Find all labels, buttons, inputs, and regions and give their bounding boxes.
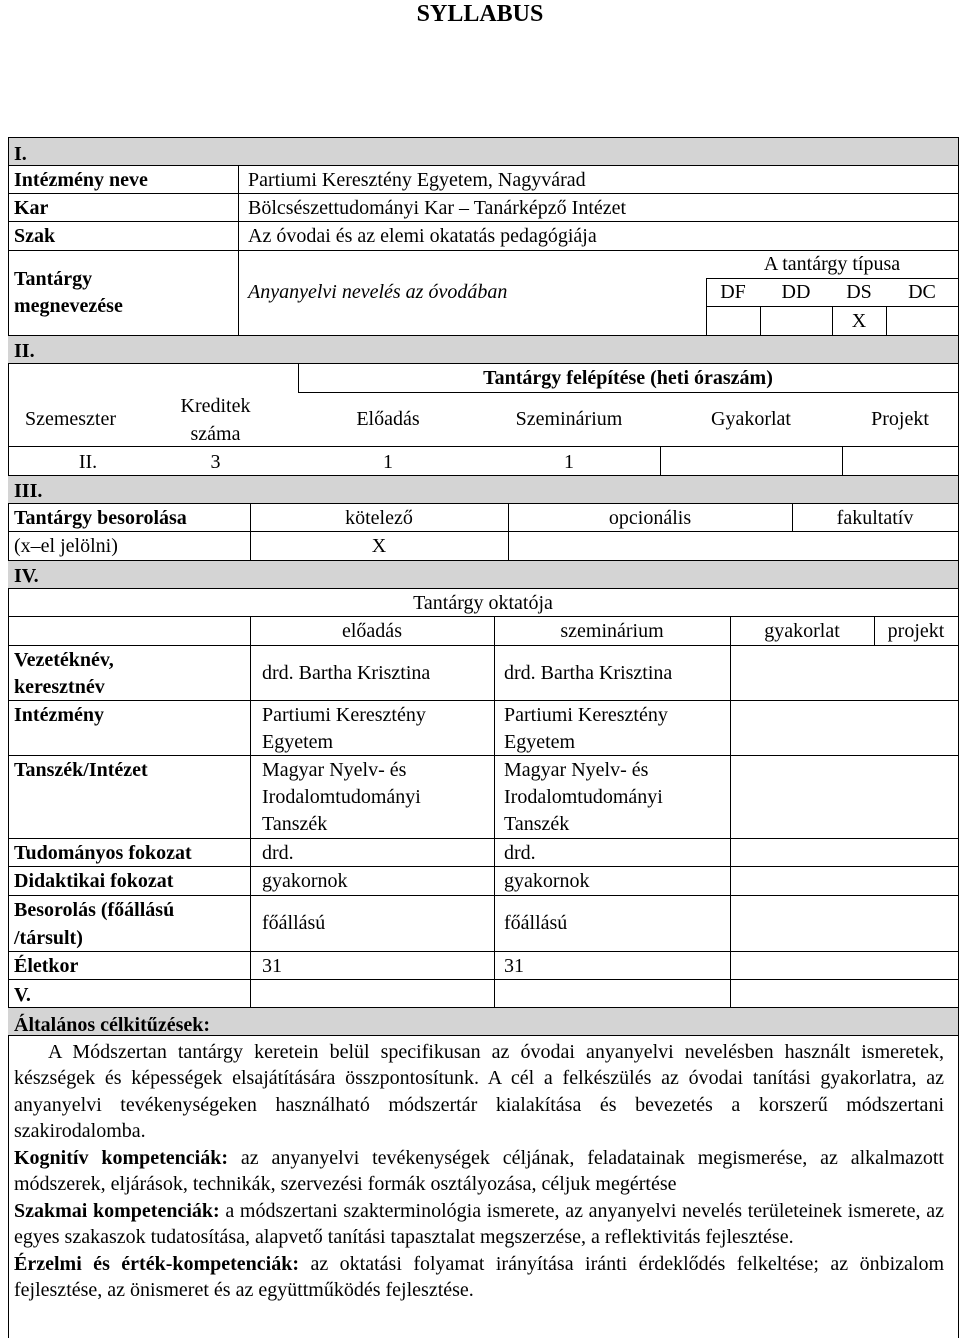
section-3-roman: III. [14, 480, 43, 502]
table-line [8, 616, 958, 617]
program-label: Szak [14, 225, 56, 247]
lecturer-name: drd. Bartha Krisztina [262, 662, 431, 684]
program-value: Az óvodai és az elemi okatatás pedagógiája [248, 225, 597, 247]
table-line [8, 137, 958, 138]
course-type-header: A tantárgy típusa [763, 253, 901, 275]
cognitive-label: Kognitív kompetenciák: [14, 1146, 228, 1169]
employment-label-line1: Besorolás (főállású [14, 899, 175, 921]
lecturer-department-line2: Irodalomtudományi [262, 786, 421, 808]
section-3-header-bar [8, 476, 958, 503]
emotional-text: az oktatási folyamat irányítása iránti érdeklődés felkeltése; az önbizalom fejlesztése, az önismeret és az együttműködés fejlesztése. [14, 1252, 945, 1301]
seminar-department-line3: Tanszék [504, 813, 570, 835]
professional-label: Szakmai kompetenciák: [14, 1199, 220, 1222]
option-facultative: fakultatív [836, 507, 914, 529]
lecturer-age: 31 [262, 955, 282, 977]
emotional-label: Érzelmi és érték-kompetenciák: [14, 1252, 300, 1275]
emotional-competences [14, 1251, 944, 1304]
seminar-department-line1: Magyar Nyelv- és [504, 759, 649, 781]
table-line [8, 755, 958, 756]
table-line [842, 446, 843, 475]
table-line [298, 363, 299, 392]
table-line [8, 866, 958, 867]
section-4-roman: IV. [14, 565, 39, 587]
lecturer-institution-line1: Partiumi Keresztény [262, 704, 426, 726]
section-4-header-bar [8, 561, 958, 588]
option-optional: opcionális [608, 507, 692, 529]
col-lecture: Előadás [356, 408, 420, 430]
didactic-row-label: Didaktikai fokozat [14, 870, 174, 892]
table-line [874, 616, 875, 645]
course-name-label-line1: Tantárgy [14, 268, 93, 290]
table-line [8, 446, 958, 447]
table-line [8, 645, 958, 646]
table-line [886, 306, 887, 335]
lecturer-didactic: gyakornok [262, 870, 348, 892]
course-type-ds: DS [846, 281, 872, 303]
course-name-label-line2: megnevezése [14, 295, 123, 317]
seminar-hours: 1 [564, 451, 574, 473]
institution-row-label: Intézmény [14, 704, 104, 726]
semester-value: II. [78, 451, 98, 473]
table-line [8, 588, 958, 589]
instructor-col-practice: gyakorlat [764, 620, 840, 642]
credits-value: 3 [210, 451, 221, 473]
name-label-line2: keresztnév [14, 676, 105, 698]
lecture-hours: 1 [383, 451, 393, 473]
faculty-value: Bölcsészettudományi Kar – Tanárképző Intézet [248, 197, 627, 219]
table-line [8, 895, 958, 896]
page-title: SYLLABUS [416, 1, 544, 27]
table-line [8, 137, 9, 1338]
table-line [8, 363, 958, 364]
section-2-header-bar [8, 336, 958, 363]
table-line [508, 503, 509, 560]
table-line [832, 306, 833, 335]
degree-row-label: Tudományos fokozat [14, 842, 192, 864]
table-line [706, 278, 707, 335]
col-practice: Gyakorlat [711, 408, 791, 430]
classification-label: Tantárgy besorolása [14, 507, 187, 529]
table-line [760, 306, 761, 335]
employment-label-line2: /társult) [14, 927, 83, 949]
lecturer-employment: főállású [262, 912, 326, 934]
table-line [8, 193, 958, 194]
faculty-label: Kar [14, 197, 49, 219]
semester-label: Szemeszter [24, 408, 117, 430]
seminar-didactic: gyakornok [504, 870, 590, 892]
section-2-roman: II. [14, 340, 35, 362]
department-row-label: Tanszék/Intézet [14, 759, 148, 781]
table-line [494, 616, 495, 1007]
seminar-instructor-name: drd. Bartha Krisztina [504, 662, 673, 684]
general-goals-label: Általános célkitűzések: [14, 1014, 211, 1036]
credits-label-line1: Kreditek [180, 395, 251, 417]
section-5-roman: V. [14, 984, 31, 1006]
seminar-department-line2: Irodalomtudományi [504, 786, 663, 808]
table-line [8, 838, 958, 839]
institution-value: Partiumi Keresztény Egyetem, Nagyvárad [248, 169, 586, 191]
cognitive-text: az anyanyelvi tevékenységek céljának, feladatainak megismerése, az alkalmazott módszerek, eljárások, technikák, szervezési formák osztályozása, céljuk megértése [14, 1146, 944, 1195]
table-line [792, 503, 793, 532]
institution-label: Intézmény neve [14, 169, 148, 191]
table-line [250, 616, 251, 1007]
table-line [958, 137, 959, 1338]
classification-mark: X [371, 535, 387, 557]
objectives-block [14, 1012, 944, 1304]
option-mandatory: kötelező [345, 507, 413, 529]
table-line [238, 165, 239, 335]
table-line [730, 616, 731, 1007]
seminar-employment: főállású [504, 912, 568, 934]
lecturer-degree: drd. [262, 842, 294, 864]
table-line [298, 392, 958, 393]
table-line [8, 951, 958, 952]
instructor-col-seminar: szeminárium [560, 620, 664, 642]
lecturer-department-line3: Tanszék [262, 813, 328, 835]
general-goals-text: A Módszertan tantárgy keretein belül specifikusan az óvodai anyanyelvi nevelésben használt ismeretek, készségek és képességek elsajátítására összpontosítunk. A cél a felkészülés az óvodai tanítási gyakorlatra, az anyanyelvi tevékenységeken használható módszertár kialakítása és bevezetés a korszerű módszertani szakirodalomba. [14, 1040, 944, 1142]
seminar-institution-line1: Partiumi Keresztény [504, 704, 668, 726]
instructor-header: Tantárgy oktatója [413, 592, 553, 614]
col-project: Projekt [871, 408, 929, 430]
col-seminar: Szeminárium [515, 408, 623, 430]
table-line [8, 700, 958, 701]
classification-sublabel: (x–el jelölni) [14, 535, 118, 557]
course-name-value: Anyanyelvi nevelés az óvodában [248, 281, 508, 303]
instructor-col-lecture: előadás [342, 620, 402, 642]
instructor-col-project: projekt [887, 620, 945, 642]
table-line [8, 250, 958, 251]
name-label-line1: Vezetéknév, [14, 649, 114, 671]
structure-header: Tantárgy felépítése (heti óraszám) [483, 367, 773, 389]
lecturer-institution-line2: Egyetem [262, 731, 334, 753]
professional-text: a módszertani szakterminológia ismerete, az anyanyelvi nevelés területeinek ismerete, az egyes szakaszok tudatosítása, alapvető tanítási tapasztalat megszerzése, a reflektivitás fejlesztése. [14, 1199, 944, 1248]
credits-label-line2: száma [190, 423, 241, 445]
table-line [660, 446, 661, 475]
course-type-mark: X [851, 310, 867, 332]
table-line [250, 503, 251, 560]
age-row-label: Életkor [14, 955, 79, 977]
seminar-institution-line2: Egyetem [504, 731, 576, 753]
lecturer-department-line1: Magyar Nyelv- és [262, 759, 407, 781]
seminar-degree: drd. [504, 842, 536, 864]
course-type-dd: DD [781, 281, 811, 303]
section-1-header-bar [8, 138, 958, 165]
table-line [8, 531, 958, 532]
section-1-roman: I. [14, 143, 27, 165]
table-line [8, 503, 958, 504]
course-type-df: DF [720, 281, 746, 303]
cognitive-competences [14, 1145, 944, 1198]
course-type-dc: DC [908, 281, 936, 303]
table-line [8, 979, 958, 980]
professional-competences [14, 1198, 944, 1251]
seminar-age: 31 [504, 955, 524, 977]
table-line [706, 278, 958, 279]
table-line [8, 165, 958, 166]
table-line [8, 221, 958, 222]
